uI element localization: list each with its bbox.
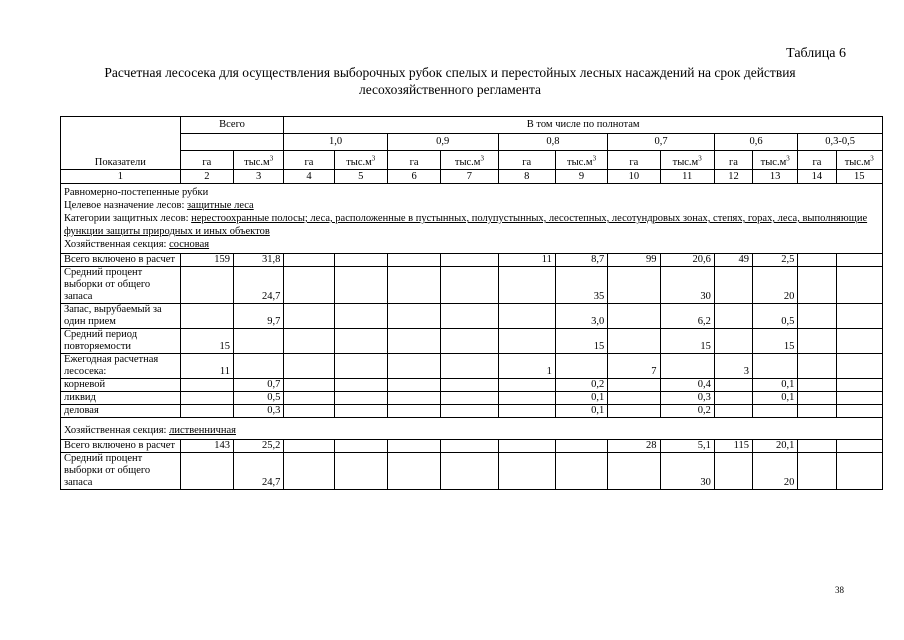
column-number: 12: [714, 170, 752, 184]
table-cell: [555, 354, 607, 379]
table-cell: [498, 379, 555, 392]
section-1-header: [61, 184, 883, 254]
column-number: 2: [180, 170, 233, 184]
table-cell: 0,3: [234, 405, 284, 418]
table-row: [61, 267, 883, 304]
table-cell: [387, 304, 440, 329]
table-cell: [798, 329, 836, 354]
row-label: корневой: [61, 379, 181, 392]
table-cell: [836, 254, 882, 267]
table-cell: 7: [608, 354, 660, 379]
column-number: 7: [441, 170, 498, 184]
table-cell: [608, 453, 660, 490]
table-row: [61, 453, 883, 490]
table-cell: [714, 392, 752, 405]
table-row: [61, 440, 883, 453]
table-row: [61, 405, 883, 418]
table-cell: [334, 453, 387, 490]
density-header: 0,3-0,5: [798, 134, 883, 151]
table-cell: [441, 392, 498, 405]
row-label: Средний процент выборки от общего запаса: [61, 453, 181, 490]
table-cell: 20: [753, 453, 798, 490]
table-cell: [334, 304, 387, 329]
table-cell: [441, 354, 498, 379]
table-cell: [334, 392, 387, 405]
header-total-spacer: [180, 134, 284, 151]
table-cell: [387, 392, 440, 405]
table-cell: [441, 379, 498, 392]
row-label: деловая: [61, 405, 181, 418]
table-cell: [798, 267, 836, 304]
table-cell: [387, 254, 440, 267]
section-2-header: [61, 418, 883, 440]
table-cell: 15: [660, 329, 714, 354]
title-line-1: Расчетная лесосека для осуществления выборочных рубок спелых и перестойных лесных насаждений на срок действия: [104, 65, 796, 80]
title-line-2: лесохозяйственного регламента: [358, 82, 542, 97]
density-header: 0,6: [714, 134, 797, 151]
section-1-cell: [61, 184, 883, 254]
table-cell: [180, 379, 233, 392]
table-cell: 20: [753, 267, 798, 304]
table-cell: 115: [714, 440, 752, 453]
table-cell: 0,5: [753, 304, 798, 329]
table-cell: 0,4: [660, 379, 714, 392]
economic-section: Хозяйственная секция: сосновая: [64, 239, 210, 250]
table-cell: [334, 254, 387, 267]
table-row: [61, 254, 883, 267]
table-cell: [498, 267, 555, 304]
table-cell: 11: [180, 354, 233, 379]
column-number: 13: [753, 170, 798, 184]
header-indicators: Показатели: [61, 117, 181, 170]
table-cell: [608, 304, 660, 329]
table-cell: [753, 354, 798, 379]
table-cell: 0,2: [555, 379, 607, 392]
column-number: 6: [387, 170, 440, 184]
row-label: Запас, вырубаемый за один прием: [61, 304, 181, 329]
table-cell: [836, 453, 882, 490]
table-cell: [753, 405, 798, 418]
table-cell: 15: [180, 329, 233, 354]
table-cell: [334, 405, 387, 418]
table-cell: [334, 354, 387, 379]
table-cell: 49: [714, 254, 752, 267]
table-cell: [234, 329, 284, 354]
table-cell: 0,2: [660, 405, 714, 418]
table-cell: 0,7: [234, 379, 284, 392]
table-cell: 15: [753, 329, 798, 354]
table-cell: [798, 304, 836, 329]
row-label: Ежегодная расчетная лесосека:: [61, 354, 181, 379]
table-cell: 20,6: [660, 254, 714, 267]
table-cell: [334, 440, 387, 453]
table-cell: 2,5: [753, 254, 798, 267]
protective-category: Категории защитных лесов: нерестоохранные полосы; леса, расположенные в пустынных, полупустынных, лесостепных, лесотундровых зонах, степях, горах, леса, выполняющие функции защиты природных и иных объектов: [64, 213, 868, 237]
table-cell: [284, 379, 334, 392]
table-cell: 3,0: [555, 304, 607, 329]
table-cell: 24,7: [234, 453, 284, 490]
unit-thous-m3: $тыс.м^3$: [753, 151, 798, 170]
table-cell: [180, 304, 233, 329]
unit-thous-m3: $тыс.м^3$: [234, 151, 284, 170]
density-header: 1,0: [284, 134, 388, 151]
table-cell: 6,2: [660, 304, 714, 329]
row-label: Всего включено в расчет: [61, 254, 181, 267]
table-row: [61, 304, 883, 329]
table-cell: [836, 304, 882, 329]
table-cell: [498, 453, 555, 490]
density-header: 0,8: [498, 134, 608, 151]
table-cell: [284, 267, 334, 304]
table-cell: 35: [555, 267, 607, 304]
table-cell: [284, 354, 334, 379]
table-cell: [334, 267, 387, 304]
table-cell: [714, 267, 752, 304]
density-header: 0,7: [608, 134, 715, 151]
table-cell: [798, 254, 836, 267]
column-number: 14: [798, 170, 836, 184]
table-cell: 28: [608, 440, 660, 453]
page-number: 38: [835, 585, 844, 595]
table-cell: [608, 267, 660, 304]
unit-ha: га: [284, 151, 334, 170]
table-cell: 0,1: [753, 379, 798, 392]
table-number: Таблица 6: [786, 46, 846, 61]
table-cell: 31,8: [234, 254, 284, 267]
density-header: 0,9: [387, 134, 498, 151]
table-cell: 0,1: [555, 392, 607, 405]
table-cell: [836, 379, 882, 392]
unit-ha: га: [498, 151, 555, 170]
table-cell: 30: [660, 453, 714, 490]
table-row: [61, 354, 883, 379]
table-cell: [284, 405, 334, 418]
table-cell: [180, 405, 233, 418]
table-cell: [387, 329, 440, 354]
table-cell: [284, 392, 334, 405]
table-cell: [284, 440, 334, 453]
column-number: 10: [608, 170, 660, 184]
unit-thous-m3: $тыс.м^3$: [555, 151, 607, 170]
table-cell: [798, 354, 836, 379]
row-label: Средний период повторяемости: [61, 329, 181, 354]
table-cell: [555, 453, 607, 490]
table-cell: 24,7: [234, 267, 284, 304]
table-cell: [284, 254, 334, 267]
column-number: 11: [660, 170, 714, 184]
table-cell: [387, 405, 440, 418]
row-label: ликвид: [61, 392, 181, 405]
table-cell: [498, 440, 555, 453]
table-cell: [836, 405, 882, 418]
table-cell: [387, 267, 440, 304]
table-cell: [608, 329, 660, 354]
table-cell: 0,3: [660, 392, 714, 405]
felling-table: [60, 116, 883, 490]
column-number: 15: [836, 170, 882, 184]
table-cell: [798, 405, 836, 418]
table-cell: [714, 329, 752, 354]
felling-type: Равномерно-постепенные рубки: [64, 187, 209, 198]
table-cell: 25,2: [234, 440, 284, 453]
unit-thous-m3: $тыс.м^3$: [441, 151, 498, 170]
unit-ha: га: [387, 151, 440, 170]
table-cell: [441, 304, 498, 329]
row-label: Средний процент выборки от общего запаса: [61, 267, 181, 304]
table-cell: [180, 267, 233, 304]
table-cell: [608, 405, 660, 418]
table-cell: 143: [180, 440, 233, 453]
table-cell: [387, 440, 440, 453]
table-cell: [441, 267, 498, 304]
table-cell: 99: [608, 254, 660, 267]
table-cell: [441, 329, 498, 354]
document-title: [50, 64, 850, 98]
unit-thous-m3: $тыс.м^3$: [660, 151, 714, 170]
table-cell: 1: [498, 354, 555, 379]
table-cell: [441, 405, 498, 418]
table-cell: [498, 304, 555, 329]
column-number: 9: [555, 170, 607, 184]
table-cell: 159: [180, 254, 233, 267]
unit-ha: га: [180, 151, 233, 170]
table-cell: 11: [498, 254, 555, 267]
unit-ha: га: [714, 151, 752, 170]
header-total: Всего: [180, 117, 284, 134]
table-cell: 9,7: [234, 304, 284, 329]
table-cell: [387, 354, 440, 379]
table-cell: [334, 379, 387, 392]
table-cell: [387, 453, 440, 490]
table-cell: [284, 329, 334, 354]
table-cell: [714, 304, 752, 329]
table-cell: [555, 440, 607, 453]
table-cell: [798, 392, 836, 405]
table-cell: [441, 254, 498, 267]
table-cell: [441, 440, 498, 453]
table-cell: [498, 405, 555, 418]
column-number: 1: [61, 170, 181, 184]
header-by-density: В том числе по полнотам: [284, 117, 883, 134]
column-number: 5: [334, 170, 387, 184]
column-number: 3: [234, 170, 284, 184]
unit-thous-m3: $тыс.м^3$: [334, 151, 387, 170]
table-cell: 0,5: [234, 392, 284, 405]
table-cell: [498, 392, 555, 405]
table-cell: 0,1: [753, 392, 798, 405]
table-row: [61, 392, 883, 405]
table-cell: [334, 329, 387, 354]
table-cell: [660, 354, 714, 379]
table-cell: [284, 453, 334, 490]
column-number: 8: [498, 170, 555, 184]
table-cell: [836, 440, 882, 453]
table-cell: [836, 329, 882, 354]
table-cell: 3: [714, 354, 752, 379]
table-cell: [836, 392, 882, 405]
table-cell: [798, 453, 836, 490]
table-cell: [180, 392, 233, 405]
table-cell: [714, 405, 752, 418]
table-cell: 15: [555, 329, 607, 354]
table-cell: [836, 354, 882, 379]
table-cell: [798, 379, 836, 392]
table-cell: [608, 392, 660, 405]
table-cell: [441, 453, 498, 490]
table-cell: [498, 329, 555, 354]
table-cell: 20,1: [753, 440, 798, 453]
table-cell: [234, 354, 284, 379]
unit-ha: га: [608, 151, 660, 170]
table-cell: 8,7: [555, 254, 607, 267]
table-cell: [836, 267, 882, 304]
unit-thous-m3: $тыс.м^3$: [836, 151, 882, 170]
table-cell: 0,1: [555, 405, 607, 418]
row-label: Всего включено в расчет: [61, 440, 181, 453]
table-cell: [608, 379, 660, 392]
table-row: [61, 379, 883, 392]
table-cell: [714, 379, 752, 392]
table-cell: 5,1: [660, 440, 714, 453]
column-number: 4: [284, 170, 334, 184]
table-cell: [284, 304, 334, 329]
table-cell: [798, 440, 836, 453]
table-cell: [387, 379, 440, 392]
table-cell: 30: [660, 267, 714, 304]
unit-ha: га: [798, 151, 836, 170]
table-row: [61, 329, 883, 354]
forest-purpose: Целевое назначение лесов: защитные леса: [64, 200, 254, 211]
section-2-cell: Хозяйственная секция: лиственничная: [61, 418, 883, 440]
table-cell: [180, 453, 233, 490]
table-cell: [714, 453, 752, 490]
